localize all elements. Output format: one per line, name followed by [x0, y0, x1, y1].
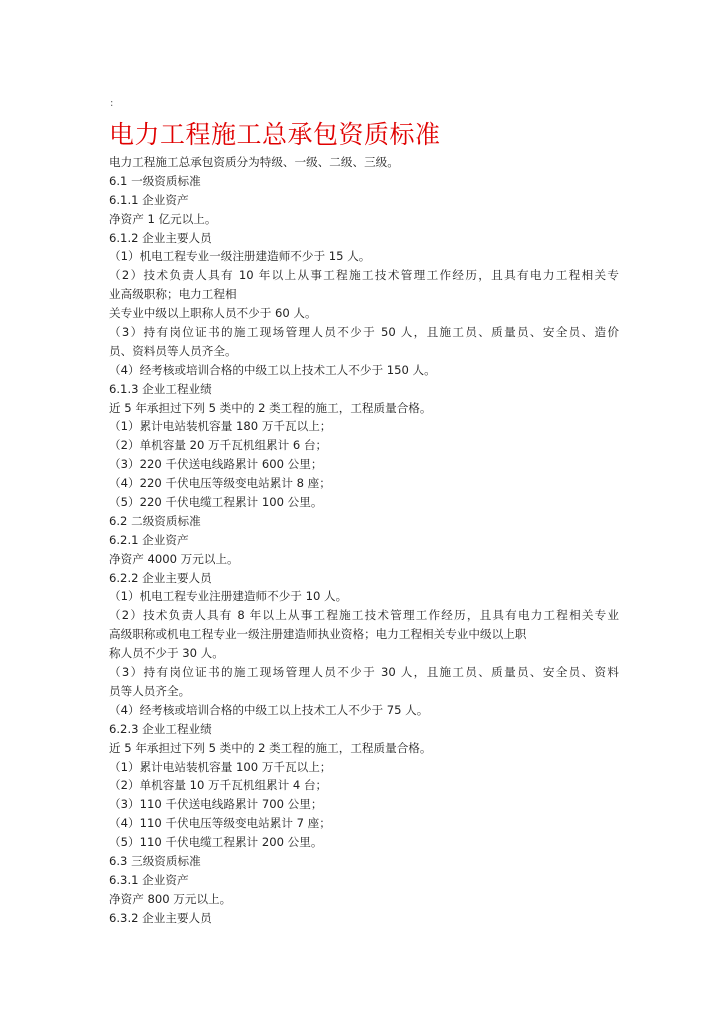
text-line: （2）技术负责人具有 10 年以上从事工程施工技术管理工作经历，且具有电力工程相关专: [109, 268, 619, 283]
text-line: 6.1.1 企业资产: [109, 192, 189, 207]
text-line: 6.1.3 企业工程业绩: [109, 381, 212, 396]
text-line: 关专业中级以上职称人员不少于 60 人。: [109, 306, 317, 321]
text-line: （5）110 千伏电缆工程累计 200 公里。: [109, 835, 323, 850]
page-marker: :: [110, 98, 114, 109]
text-line: （4）经考核或培训合格的中级工以上技术工人不少于 150 人。: [109, 362, 436, 377]
text-line: （5）220 千伏电缆工程累计 100 公里。: [109, 495, 323, 510]
text-line: （1）机电工程专业注册建造师不少于 10 人。: [109, 589, 348, 604]
text-line: （3）110 千伏送电线路累计 700 公里；: [109, 797, 323, 812]
text-line: （1）累计电站装机容量 100 万千瓦以上；: [109, 759, 332, 774]
text-line: 近 5 年承担过下列 5 类中的 2 类工程的施工，工程质量合格。: [109, 740, 432, 755]
text-line: 员等人员齐全。: [109, 683, 191, 698]
text-line: 6.3 三级资质标准: [109, 853, 201, 868]
text-line: （3）220 千伏送电线路累计 600 公里；: [109, 457, 323, 472]
text-line: 6.2.2 企业主要人员: [109, 570, 212, 585]
text-line: （4）经考核或培训合格的中级工以上技术工人不少于 75 人。: [109, 702, 429, 717]
text-line: （2）单机容量 10 万千瓦机组累计 4 台；: [109, 778, 328, 793]
text-line: （2）单机容量 20 万千瓦机组累计 6 台；: [109, 438, 328, 453]
text-line: 电力工程施工总承包资质分为特级、一级、二级、三级。: [109, 155, 399, 169]
text-line: （4）220 千伏电压等级变电站累计 8 座；: [109, 476, 331, 491]
text-line: 高级职称或机电工程专业一级注册建造师执业资格；电力工程相关专业中级以上职: [109, 627, 527, 642]
text-line: 称人员不少于 30 人。: [109, 646, 224, 661]
text-line: （1）累计电站装机容量 180 万千瓦以上；: [109, 419, 332, 434]
text-line: （4）110 千伏电压等级变电站累计 7 座；: [109, 816, 331, 831]
text-line: 净资产 1 亿元以上。: [109, 211, 217, 226]
text-line: （3）持有岗位证书的施工现场管理人员不少于 50 人，且施工员、质量员、安全员、造价: [109, 325, 619, 340]
text-line: 6.2 二级资质标准: [109, 513, 201, 528]
text-line: （2）技术负责人具有 8 年以上从事工程施工技术管理工作经历，且具有电力工程相关专业: [109, 608, 619, 623]
text-line: （3）持有岗位证书的施工现场管理人员不少于 30 人，且施工员、质量员、安全员、资料: [109, 665, 619, 680]
text-line: 6.1 一级资质标准: [109, 173, 201, 188]
text-line: 6.1.2 企业主要人员: [109, 230, 212, 245]
text-line: 业高级职称；电力工程相: [109, 287, 237, 302]
text-line: 6.3.1 企业资产: [109, 872, 189, 887]
text-line: 6.3.2 企业主要人员: [109, 910, 212, 925]
document-title: 电力工程施工总承包资质标准: [109, 120, 441, 149]
text-line: （1）机电工程专业一级注册建造师不少于 15 人。: [109, 249, 371, 264]
text-line: 近 5 年承担过下列 5 类中的 2 类工程的施工，工程质量合格。: [109, 400, 432, 415]
text-line: 6.2.1 企业资产: [109, 532, 189, 547]
text-line: 员、资料员等人员齐全。: [109, 343, 237, 358]
text-line: 6.2.3 企业工程业绩: [109, 721, 212, 736]
document-body: [109, 153, 619, 928]
text-line: 净资产 800 万元以上。: [109, 891, 232, 906]
text-line: 净资产 4000 万元以上。: [109, 551, 239, 566]
